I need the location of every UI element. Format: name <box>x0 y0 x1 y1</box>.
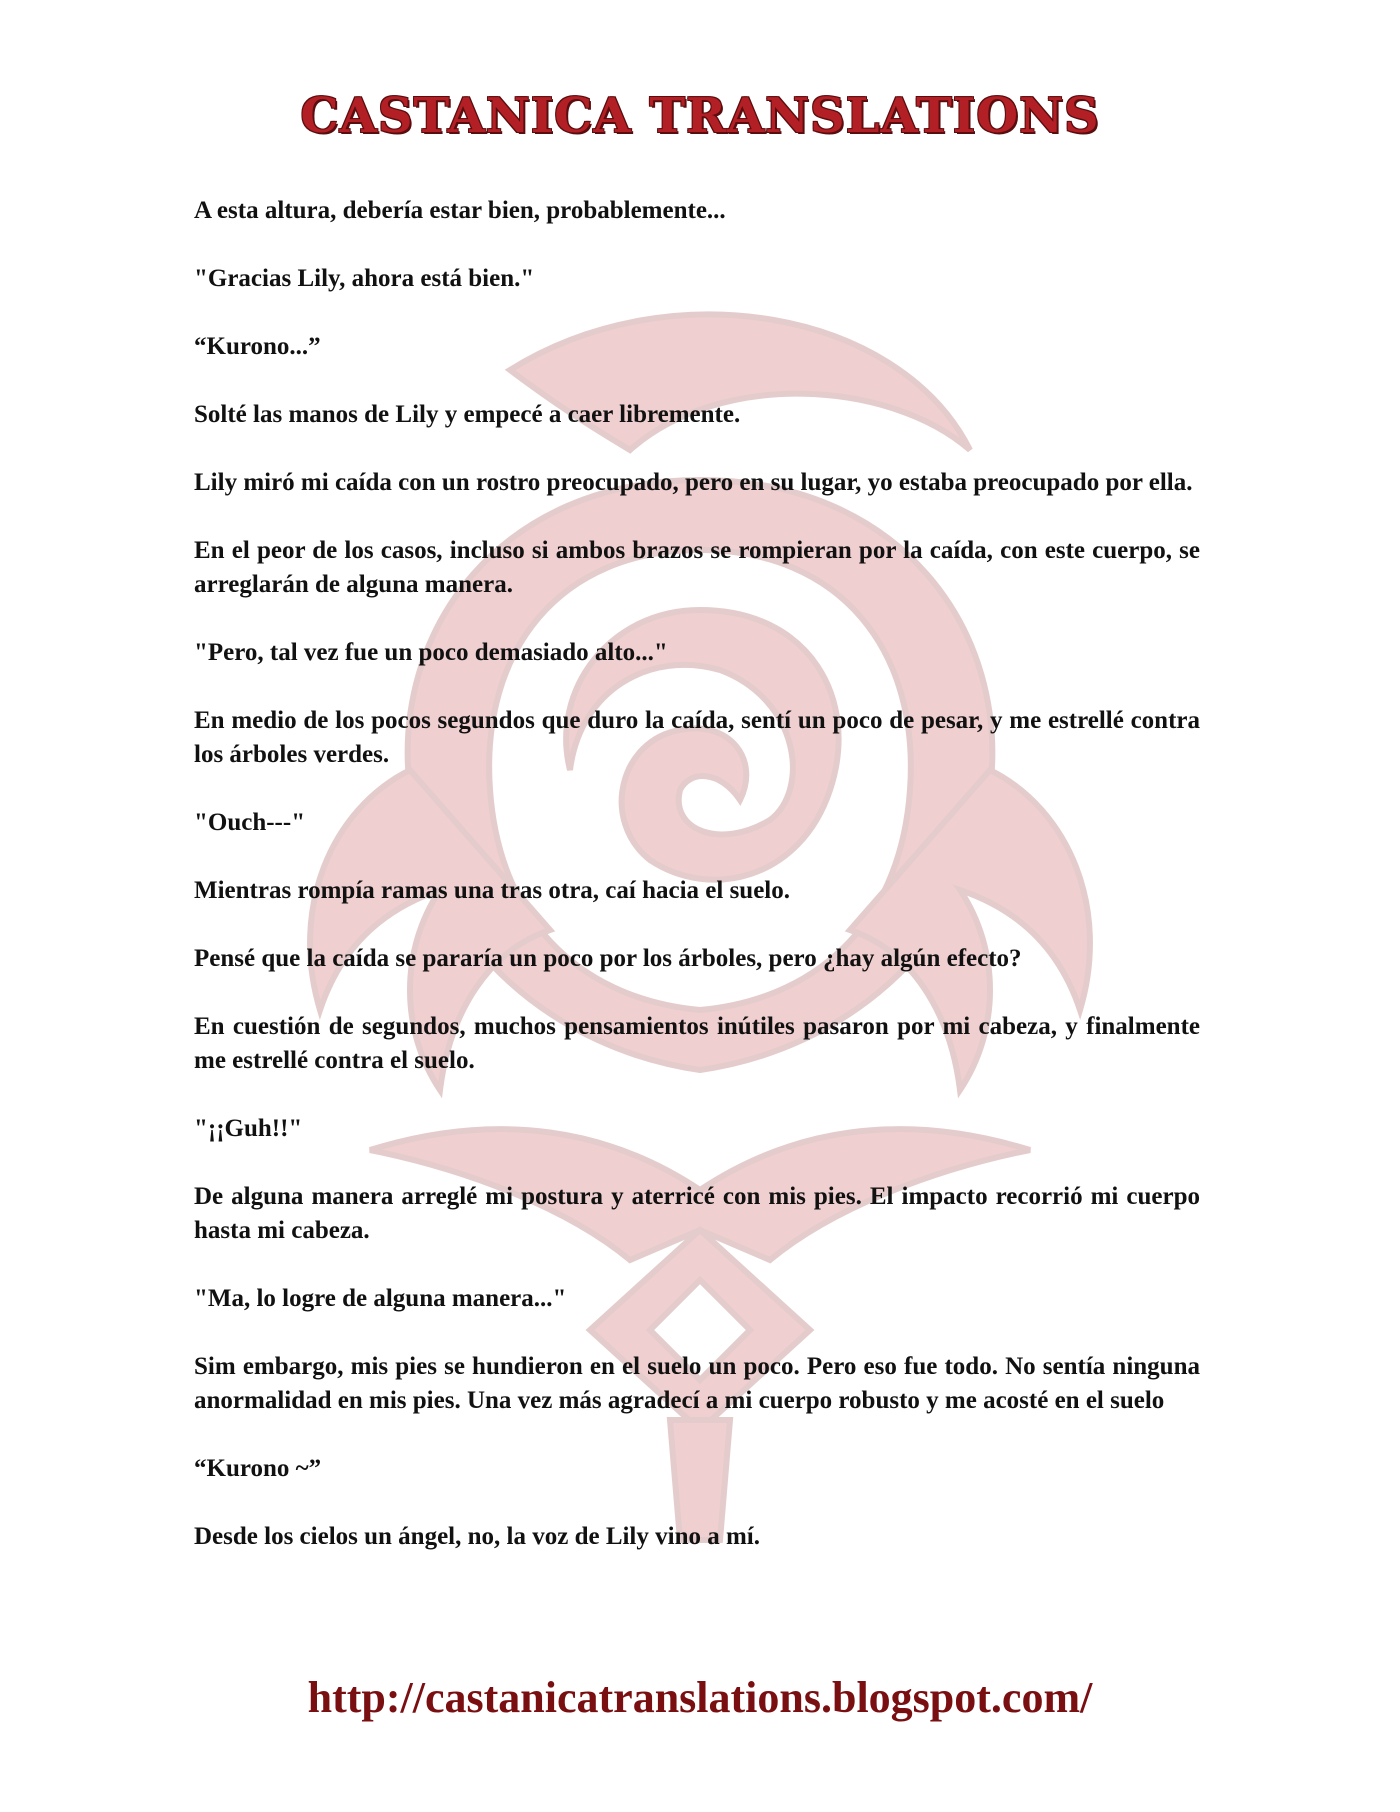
paragraph: "Ouch---" <box>194 809 306 836</box>
paragraph: "Gracias Lily, ahora está bien." <box>194 265 535 292</box>
paragraph: De alguna manera arreglé mi postura y aterricé con mis pies. El impacto recorrió mi cuerpo hasta mi cabeza. <box>194 1183 1200 1244</box>
paragraph: "Pero, tal vez fue un poco demasiado alto..." <box>194 639 668 666</box>
paragraph: "Ma, lo logre de alguna manera..." <box>194 1285 567 1312</box>
paragraph: "¡¡Guh!!" <box>194 1115 303 1142</box>
paragraph: Desde los cielos un ángel, no, la voz de Lily vino a mí. <box>194 1523 761 1550</box>
paragraph: Lily miró mi caída con un rostro preocupado, pero en su lugar, yo estaba preocupado por ella. <box>194 469 1193 496</box>
page-header <box>0 88 1400 144</box>
paragraph: Mientras rompía ramas una tras otra, caí hacia el suelo. <box>194 877 790 904</box>
document-body <box>194 194 1200 1588</box>
page-title: CASTANICA TRANSLATIONS <box>300 88 1100 144</box>
paragraph: Sim embargo, mis pies se hundieron en el suelo un poco. Pero eso fue todo. No sentía ninguna anormalidad en mis pies. Una vez más agradecí a mi cuerpo robusto y me acosté en el suelo <box>194 1353 1200 1414</box>
blog-url-link[interactable]: http://castanicatranslations.blogspot.com/ <box>307 1673 1093 1722</box>
paragraph: En el peor de los casos, incluso si ambos brazos se rompieran por la caída, con este cuerpo, se arreglarán de alguna manera. <box>194 537 1200 598</box>
paragraph: “Kurono ~” <box>194 1455 322 1482</box>
paragraph: A esta altura, debería estar bien, probablemente... <box>194 197 726 224</box>
paragraph: “Kurono...” <box>194 333 321 360</box>
paragraph: Pensé que la caída se pararía un poco por los árboles, pero ¿hay algún efecto? <box>194 945 1022 972</box>
paragraph: Solté las manos de Lily y empecé a caer libremente. <box>194 401 741 428</box>
page-footer <box>0 1672 1400 1723</box>
paragraph: En medio de los pocos segundos que duro la caída, sentí un poco de pesar, y me estrellé contra los árboles verdes. <box>194 707 1200 768</box>
paragraph: En cuestión de segundos, muchos pensamientos inútiles pasaron por mi cabeza, y finalmente me estrellé contra el suelo. <box>194 1013 1200 1074</box>
